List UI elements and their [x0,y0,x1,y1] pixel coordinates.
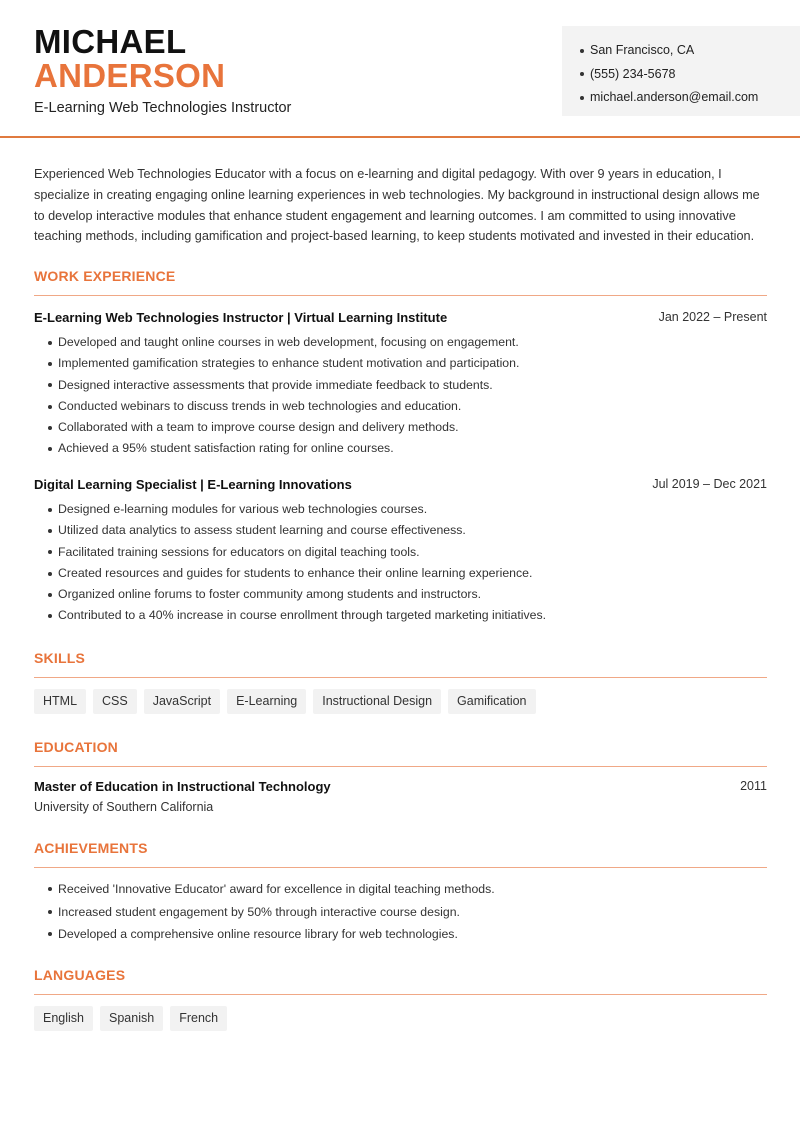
language-tag: English [34,1006,93,1031]
bullet-icon [48,341,52,345]
list-item [34,542,767,563]
list-item-text: Designed interactive assessments that provide immediate feedback to students. [58,377,493,392]
list-item-text: Designed e-learning modules for various web technologies courses. [58,502,428,516]
bullet-icon [48,572,52,576]
bullet-icon [48,362,52,366]
job-header [34,310,767,325]
resume-header [0,0,800,138]
language-tags [34,1006,227,1031]
job-role: E-Learning Web Technologies Instructor | Virtual Learning Institute [34,310,448,325]
list-item [34,438,767,459]
list-item-text: Organized online forums to foster community among students and instructors. [58,587,482,602]
job-bullets [34,499,767,627]
skill-tag: Instructional Design [313,689,441,714]
list-item-text: Facilitated training sessions for educators on digital teaching tools. [58,544,420,559]
skills-tags [34,689,536,714]
summary: Experienced Web Technologies Educator with a focus on e-learning and digital pedagogy. With over 9 years in education, I specialize in creating engaging online learning experiences in web technologies. My background in instructional design allows me to develop interactive modules that enhance student engagement and learning outcomes. I am committed to using innovative teaching methods, including gamification and project-based learning, to keep students motivated and invested in their education. [34,167,760,244]
list-item [34,584,767,605]
list-item [34,923,767,946]
bullet-icon [48,383,52,387]
list-item [34,563,767,584]
job-bullets [34,332,767,460]
bullet-icon [48,529,52,533]
list-item [34,353,767,374]
education-header [34,779,767,794]
bullet-icon [580,96,584,100]
education-degree: Master of Education in Instructional Technology [34,779,331,794]
list-item-text: Conducted webinars to discuss trends in web technologies and education. [58,398,462,413]
bullet-icon [580,72,584,76]
skill-tag: HTML [34,689,86,714]
list-item [34,520,767,541]
list-item [34,375,767,396]
job-title: E-Learning Web Technologies Instructor [34,100,292,116]
job-role: Digital Learning Specialist | E-Learning Innovations [34,477,352,492]
contact-email [580,86,782,110]
job-dates: Jan 2022 – Present [658,310,767,324]
education-school: University of Southern California [34,800,214,814]
list-item [34,417,767,438]
list-item [34,901,767,924]
section-title-languages: LANGUAGES [34,967,767,995]
skill-tag: E-Learning [227,689,306,714]
bullet-icon [48,614,52,618]
job-header [34,477,767,492]
bullet-icon [48,426,52,430]
section-title-achievements: ACHIEVEMENTS [34,840,767,868]
skill-tag: CSS [93,689,137,714]
list-item [34,499,767,520]
contact-phone-text: (555) 234-5678 [590,66,676,81]
bullet-icon [48,932,52,936]
bullet-icon [48,910,52,914]
education-year: 2011 [740,779,767,793]
first-name: MICHAEL [34,23,187,60]
contact-phone [580,63,782,87]
bullet-icon [580,49,584,53]
list-item [34,878,767,901]
contact-location-text: San Francisco, CA [590,43,695,57]
contact-location [580,39,782,63]
achievement-bullets [34,878,767,946]
bullet-icon [48,405,52,409]
contact-box [562,26,800,116]
section-title-work: WORK EXPERIENCE [34,268,767,296]
list-item-text: Received 'Innovative Educator' award for excellence in digital teaching methods. [58,882,495,896]
list-item-text: Developed a comprehensive online resource library for web technologies. [58,927,458,941]
job-dates: Jul 2019 – Dec 2021 [652,477,767,491]
bullet-icon [48,447,52,451]
section-title-education: EDUCATION [34,739,767,767]
list-item [34,396,767,417]
bullet-icon [48,550,52,554]
last-name: ANDERSON [34,57,226,94]
list-item-text: Achieved a 95% student satisfaction rating for online courses. [58,441,394,456]
skill-tag: JavaScript [144,689,220,714]
list-item-text: Created resources and guides for students to enhance their online learning experience. [58,565,533,580]
section-title-skills: SKILLS [34,650,767,678]
language-tag: Spanish [100,1006,163,1031]
list-item-text: Contributed to a 40% increase in course enrollment through targeted marketing initiatives. [58,608,547,623]
contact-email-text: michael.anderson@email.com [590,90,759,104]
list-item-text: Utilized data analytics to assess student learning and course effectiveness. [58,523,466,538]
skill-tag: Gamification [448,689,535,714]
list-item [34,605,767,626]
language-tag: French [170,1006,227,1031]
bullet-icon [48,593,52,597]
bullet-icon [48,508,52,512]
list-item-text: Increased student engagement by 50% through interactive course design. [58,904,460,919]
bullet-icon [48,887,52,891]
name-block [34,23,226,94]
list-item-text: Developed and taught online courses in web development, focusing on engagement. [58,335,519,349]
list-item-text: Collaborated with a team to improve course design and delivery methods. [58,420,459,435]
list-item [34,332,767,353]
list-item-text: Implemented gamification strategies to enhance student motivation and participation. [58,356,520,371]
